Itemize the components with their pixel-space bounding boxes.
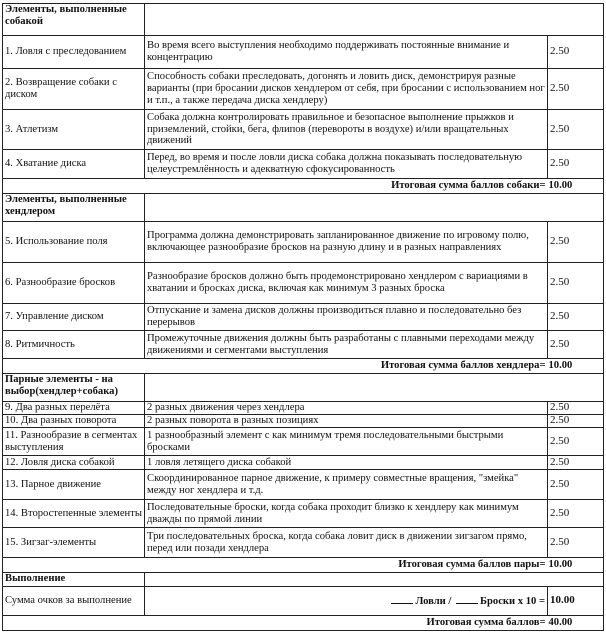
execution-formula bbox=[145, 587, 548, 616]
element-description: Программа должна демонстрировать запланированное движение по игровому полю, включающее разнообразие бросков на разную длину и в разных направлениях bbox=[145, 222, 548, 263]
catches-label: Ловли / bbox=[415, 596, 452, 608]
element-name: 9. Два разных перелёта bbox=[3, 402, 145, 415]
table-row bbox=[3, 222, 604, 263]
element-description: Перед, во время и после ловли диска собака должна показывать последовательную целеустремлённость и адекватную сфокусированность bbox=[145, 150, 548, 179]
element-points: 2.50 bbox=[548, 304, 604, 331]
table-row bbox=[3, 456, 604, 470]
element-name: 2. Возвращение собаки с диском bbox=[3, 69, 145, 110]
element-points: 2.50 bbox=[548, 415, 604, 428]
table-row bbox=[3, 500, 604, 528]
element-points: 2.50 bbox=[548, 456, 604, 470]
section-total-handler bbox=[3, 359, 604, 374]
total-value: 10.00 bbox=[548, 558, 604, 573]
element-name: 8. Ритмичность bbox=[3, 331, 145, 359]
element-name: 13. Парное движение bbox=[3, 470, 145, 500]
element-name: 10. Два разных поворота bbox=[3, 415, 145, 428]
element-points: 2.50 bbox=[548, 222, 604, 263]
table-row bbox=[3, 528, 604, 558]
element-points: 2.50 bbox=[548, 470, 604, 500]
table-row bbox=[3, 331, 604, 359]
element-points: 2.50 bbox=[548, 428, 604, 456]
element-name: 11. Разнообразие в сегментах выступления bbox=[3, 428, 145, 456]
scoring-table bbox=[2, 3, 604, 631]
element-description: Разнообразие бросков должно быть продемонстрировано хендлером с вариациями в хватании и бросках диска, включая как минимум 3 разных броска bbox=[145, 263, 548, 304]
execution-value: 10.00 bbox=[548, 587, 604, 616]
throws-label: Броски х 10 = bbox=[480, 596, 545, 608]
table-row bbox=[3, 36, 604, 69]
table-row bbox=[3, 470, 604, 500]
element-description: Во время всего выступления необходимо поддерживать постоянные внимание и концентрацию bbox=[145, 36, 548, 69]
element-description: Скоординированное парное движение, к примеру совместные вращения, "змейка" между ног хендлера и т.д. bbox=[145, 470, 548, 500]
total-label: Итоговая сумма баллов хендлера= bbox=[3, 359, 548, 374]
table-row bbox=[3, 304, 604, 331]
total-value: 10.00 bbox=[548, 359, 604, 374]
section-header-dog bbox=[3, 4, 604, 36]
element-description: Собака должна контролировать правильное и безопасное выполнение прыжков и приземлений, стойки, бега, флипов (перевороты в воздухе) и/или вращательных движений bbox=[145, 110, 548, 150]
section-title: Элементы, выполненные собакой bbox=[3, 4, 145, 36]
element-points: 2.50 bbox=[548, 331, 604, 359]
element-description: Отпускание и замена дисков должны производиться плавно и последовательно без перерывов bbox=[145, 304, 548, 331]
element-points: 2.50 bbox=[548, 402, 604, 415]
total-label: Итоговая сумма баллов собаки= bbox=[3, 179, 548, 194]
element-description: 2 разных поворота в разных позициях bbox=[145, 415, 548, 428]
section-header-handler bbox=[3, 194, 604, 222]
element-name: 7. Управление диском bbox=[3, 304, 145, 331]
element-description: 1 ловля летящего диска собакой bbox=[145, 456, 548, 470]
section-total-pair bbox=[3, 558, 604, 573]
table-row bbox=[3, 150, 604, 179]
table-row bbox=[3, 263, 604, 304]
element-description: Последовательные броски, когда собака проходит близко к хендлеру как минимум дважды по прямой линии bbox=[145, 500, 548, 528]
section-header-pair bbox=[3, 374, 604, 402]
table-row bbox=[3, 69, 604, 110]
element-points: 2.50 bbox=[548, 263, 604, 304]
element-name: 3. Атлетизм bbox=[3, 110, 145, 150]
catches-blank[interactable] bbox=[391, 594, 413, 604]
element-name: 14. Второстепенные элементы bbox=[3, 500, 145, 528]
grand-total-value: 40.00 bbox=[548, 616, 604, 631]
element-name: 1. Ловля с преследованием bbox=[3, 36, 145, 69]
total-value: 10.00 bbox=[548, 179, 604, 194]
element-points: 2.50 bbox=[548, 150, 604, 179]
element-description: Промежуточные движения должны быть разработаны с плавными переходами между движениями и сегментами выступления bbox=[145, 331, 548, 359]
element-description: 1 разнообразный элемент с как минимум тремя последовательными быстрыми бросками bbox=[145, 428, 548, 456]
element-name: 4. Хватание диска bbox=[3, 150, 145, 179]
element-description: 2 разных движения через хендлера bbox=[145, 402, 548, 415]
execution-name: Сумма очков за выполнение bbox=[3, 587, 145, 616]
element-points: 2.50 bbox=[548, 69, 604, 110]
section-title: Выполнение bbox=[3, 573, 145, 587]
element-description: Способность собаки преследовать, догонять и ловить диск, демонстрируя разные варианты (при бросании дисков хендлером от себя, при бросании с использованием ног и т.п., а также передача диска хендлеру) bbox=[145, 69, 548, 110]
section-title: Парные элементы - на выбор(хендлер+собака) bbox=[3, 374, 145, 402]
table-row bbox=[3, 402, 604, 415]
element-name: 15. Зигзаг-элементы bbox=[3, 528, 145, 558]
element-points: 2.50 bbox=[548, 528, 604, 558]
section-header-execution bbox=[3, 573, 604, 587]
element-name: 12. Ловля диска собакой bbox=[3, 456, 145, 470]
element-name: 6. Разнообразие бросков bbox=[3, 263, 145, 304]
section-total-dog bbox=[3, 179, 604, 194]
element-points: 2.50 bbox=[548, 36, 604, 69]
element-name: 5. Использование поля bbox=[3, 222, 145, 263]
element-points: 2.50 bbox=[548, 500, 604, 528]
table-row bbox=[3, 110, 604, 150]
grand-total-label: Итоговая сумма баллов= bbox=[3, 616, 548, 631]
element-points: 2.50 bbox=[548, 110, 604, 150]
grand-total-row bbox=[3, 616, 604, 631]
total-label: Итоговая сумма баллов пары= bbox=[3, 558, 548, 573]
element-description: Три последовательных броска, когда собака ловит диск в движении зигзагом прямо, перед или позади хендлера bbox=[145, 528, 548, 558]
table-row bbox=[3, 415, 604, 428]
section-title: Элементы, выполненные хендлером bbox=[3, 194, 145, 222]
execution-row bbox=[3, 587, 604, 616]
throws-blank[interactable] bbox=[456, 594, 478, 604]
table-row bbox=[3, 428, 604, 456]
